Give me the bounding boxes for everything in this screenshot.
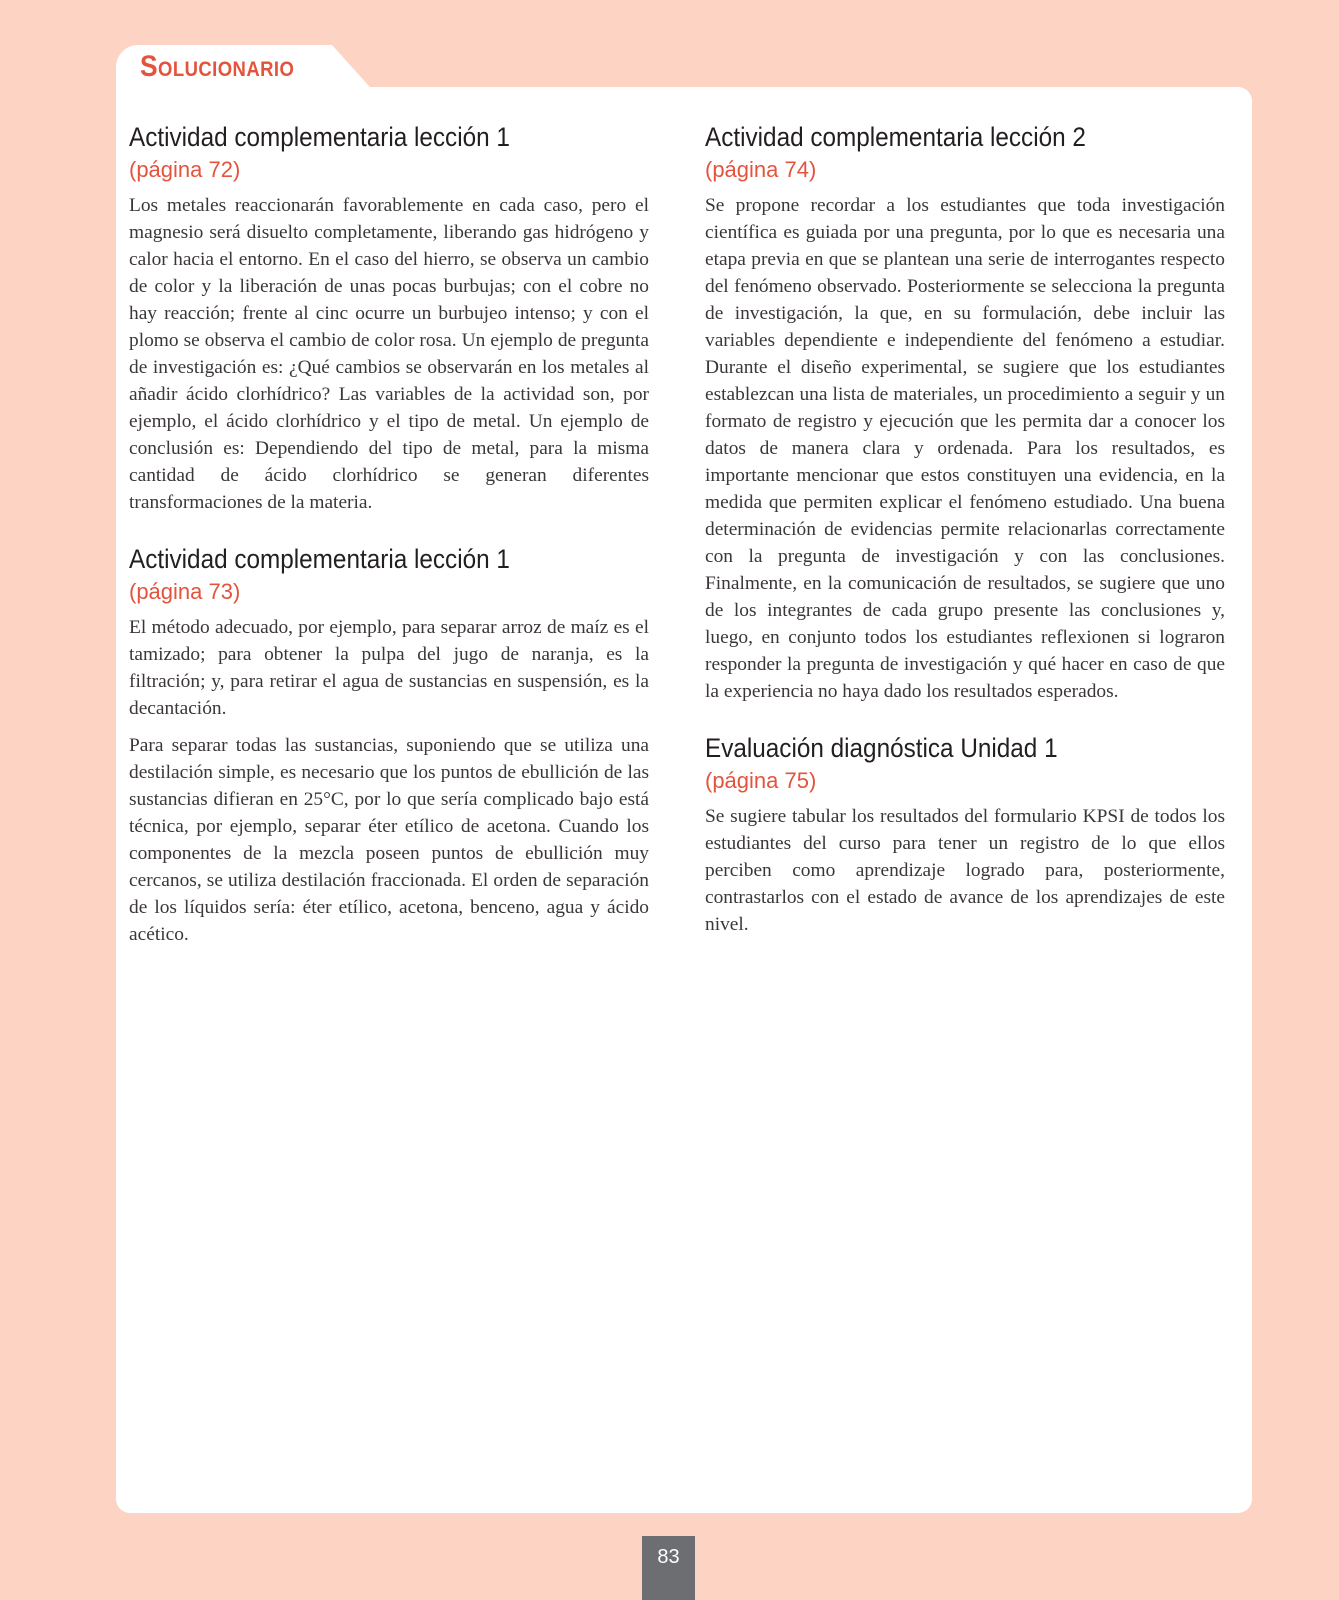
section-heading: Actividad complementaria lección 1	[129, 544, 510, 574]
page-number-box	[642, 1536, 695, 1600]
section-heading: Actividad complementaria lección 1	[129, 122, 510, 152]
body-paragraph: El método adecuado, por ejemplo, para separar arroz de maíz es el tamizado; para obtener la pulpa del jugo de naranja, es la filtración; y, para retirar el agua de sustancias en suspensión, es la decantación.	[129, 617, 649, 719]
section-heading: Evaluación diagnóstica Unidad 1	[705, 733, 1058, 763]
page-reference: (página 73)	[129, 579, 241, 604]
right-column	[705, 120, 1225, 964]
section-evaluacion-diagnostica-p75	[705, 731, 1225, 938]
section-actividad-leccion-1-p72	[129, 120, 649, 516]
section-actividad-leccion-1-p73	[129, 542, 649, 948]
page-title: Solucionario	[140, 50, 295, 83]
page-reference: (página 74)	[705, 157, 817, 182]
page-reference: (página 75)	[705, 768, 817, 793]
page-reference: (página 72)	[129, 157, 241, 182]
section-heading: Actividad complementaria lección 2	[705, 122, 1086, 152]
body-paragraph: Los metales reaccionarán favorablemente en cada caso, pero el magnesio será disuelto completamente, liberando gas hidrógeno y calor hacia el entorno. En el caso del hierro, se observa un cambio de color y la liberación de unas pocas burbujas; con el cobre no hay reacción; frente al cinc ocurre un burbujeo intenso; y con el plomo se observa el cambio de color rosa. Un ejemplo de pregunta de investigación es: ¿Qué cambios se observarán en los metales al añadir ácido clorhídrico? Las variables de la actividad son, por ejemplo, el ácido clorhídrico y el tipo de metal. Un ejemplo de conclusión es: Dependiendo del tipo de metal, para la misma cantidad de ácido clorhídrico se generan diferentes transformaciones de la materia.	[129, 195, 649, 513]
body-paragraph: Se sugiere tabular los resultados del formulario KPSI de todos los estudiantes del curso para tener un registro de lo que ellos perciben como aprendizaje logrado para, posteriormente, contrastarlos con el estado de avance de los aprendizajes de este nivel.	[705, 806, 1225, 935]
section-actividad-leccion-2-p74	[705, 120, 1225, 705]
page-number: 83	[657, 1546, 680, 1568]
body-paragraph: Para separar todas las sustancias, suponiendo que se utiliza una destilación simple, es necesario que los puntos de ebullición de las sustancias difieran en 25°C, por lo que sería complicado bajo está técnica, por ejemplo, separar éter etílico de acetona. Cuando los componentes de la mezcla poseen puntos de ebullición muy cercanos, se utiliza destilación fraccionada. El orden de separación de los líquidos sería: éter etílico, acetona, benceno, agua y ácido acético.	[129, 735, 649, 945]
body-paragraph: Se propone recordar a los estudiantes que toda investigación científica es guiada por una pregunta, por lo que es necesaria una etapa previa en que se plantean una serie de interrogantes respecto del fenómeno observado. Posteriormente se selecciona la pregunta de investigación, la que, en su formulación, debe incluir las variables dependiente e independiente del fenómeno a estudiar. Durante el diseño experimental, se sugiere que los estudiantes establezcan una lista de materiales, un procedimiento a seguir y un formato de registro y ejecución que les permita dar a conocer los datos de manera clara y ordenada. Para los resultados, es importante mencionar que estos constituyen una evidencia, en la medida que permiten explicar el fenómeno estudiado. Una buena determinación de evidencias permite relacionarlas correctamente con la pregunta de investigación y con las conclusiones. Finalmente, en la comunicación de resultados, se sugiere que uno de los integrantes de cada grupo presente las conclusiones y, luego, en conjunto todos los estudiantes reflexionen si lograron responder la pregunta de investigación y qué hacer en caso de que la experiencia no haya dado los resultados esperados.	[705, 195, 1225, 702]
left-column	[129, 120, 649, 974]
